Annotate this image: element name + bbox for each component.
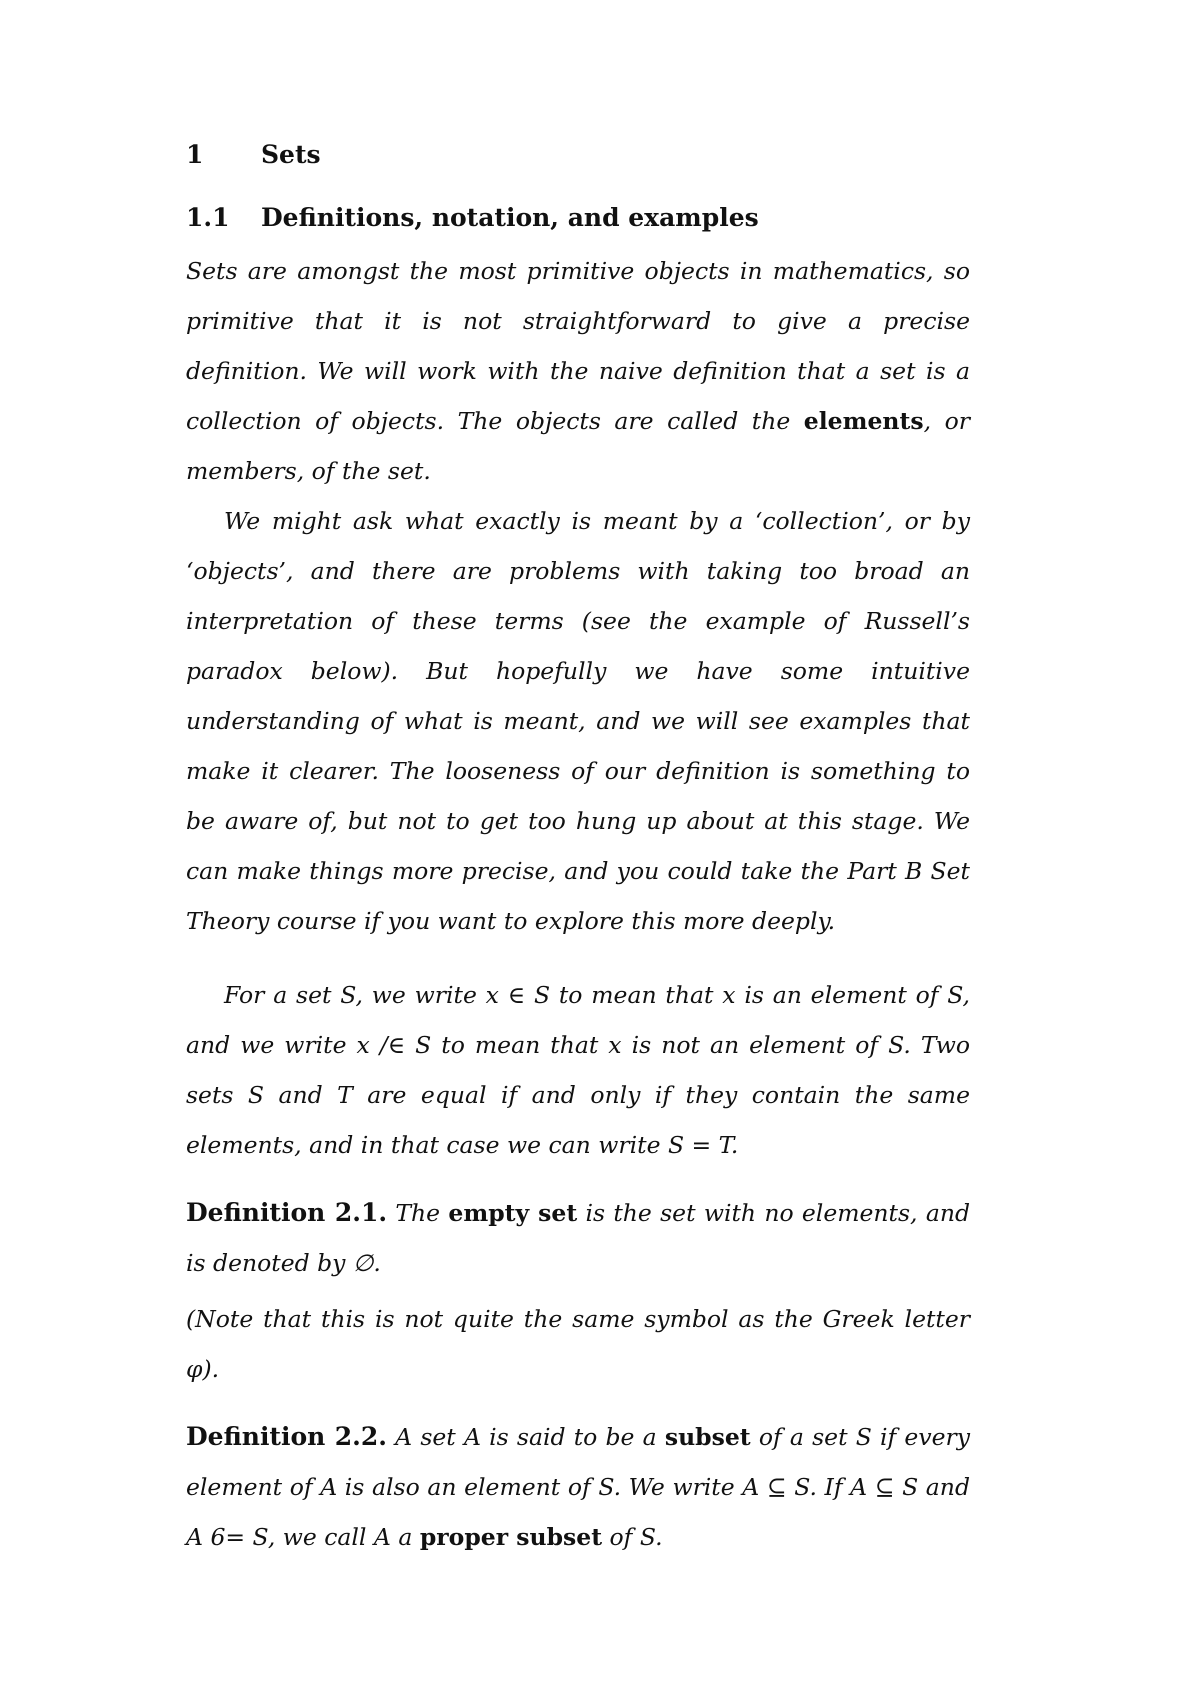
document-page — [186, 140, 970, 1562]
definition-label: Definition 2.1. — [186, 1198, 388, 1227]
section-title: Sets — [261, 140, 321, 169]
term-empty-set: empty set — [448, 1199, 578, 1227]
definition-empty-set: Definition 2.1. The empty set is the set with no elements, and is denoted by ∅. — [186, 1198, 971, 1277]
term-elements: elements — [803, 407, 924, 435]
paragraph-membership: For a set S, we write x ∈ S to mean that x is an element of S, and we write x /∈ S to mean that x is not an element of S. Two sets S and T are equal if and only if they contain the same elements, and in that case we can write S = T. — [186, 981, 970, 1159]
definition-label: Definition 2.2. — [186, 1422, 387, 1451]
paragraph-sets-intro: Sets are amongst the most primitive objects in mathematics, so primitive that it is not straightforward to give a precise definition. We will work with the naive definition that a set is a collection of objects. The objects are called the elements, or members, of the set. — [186, 257, 970, 485]
section-heading — [186, 140, 970, 169]
subsection-title: Definitions, notation, and examples — [261, 203, 759, 232]
note-greek-phi: (Note that this is not quite the same symbol as the Greek letter φ). — [186, 1305, 970, 1383]
section-number: 1 — [186, 140, 204, 169]
subsection-number: 1.1 — [186, 203, 230, 232]
definition-subset: Definition 2.2. A set A is said to be a subset of a set S if every element of A is also an element of S. We write A ⊆ S. If A ⊆ S and A 6= S, we call A a proper subset of S. — [186, 1422, 971, 1551]
paragraph-collection: We might ask what exactly is meant by a ‘collection’, or by ‘objects’, and there are problems with taking too broad an interpretation of these terms (see the example of Russell’s paradox below). But hopefully we have some intuitive understanding of what is meant, and we will see examples that make it clearer. The looseness of our definition is something to be aware of, but not to get too hung up about at this stage. We can make things more precise, and you could take the Part B Set Theory course if you want to explore this more deeply. — [186, 507, 970, 935]
term-subset: subset — [664, 1423, 751, 1451]
term-proper-subset: proper subset — [419, 1523, 603, 1551]
subsection-heading — [186, 203, 970, 232]
